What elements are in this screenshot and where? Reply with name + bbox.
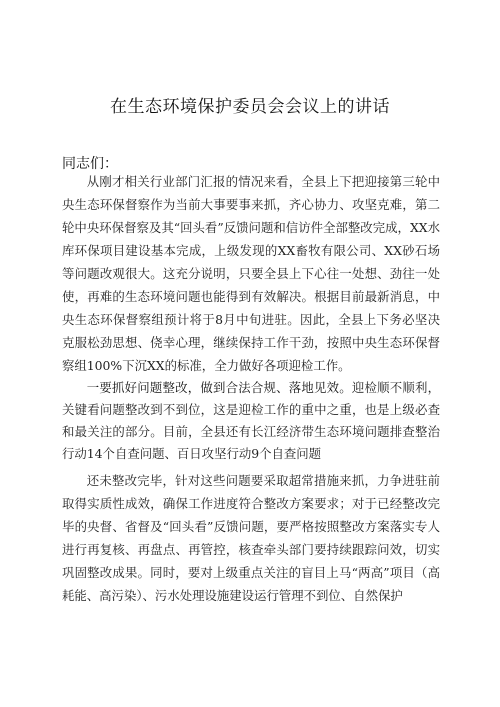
salutation: 同志们：	[62, 156, 118, 172]
paragraph-1-text: 从刚才相关行业部门汇报的情况来看，全县上下把迎接第三轮中央生态环保督察作为当前大事要事来抓，齐心协力、攻坚克难，第二轮中央环保督察及其“回头看”反馈问题和信访件全部整改完成，XX水库环保项目建设基本完成，上级发现的XX畜牧有限公司、XX砂石场等问题改观很大。这充分说明，只要全县上下心往一处想、劲往一处使，再难的生态环境问题也能得到有效解决。根据目前最新消息，中央生态环保督察组预计将于8月中旬进驻。因此，全县上下务必坚决克服松劲思想、侥幸心理，继续保持工作干劲，按照中央生态环保督察组100%下沉XX的标准，全力做好各项迎检工作。	[62, 174, 440, 373]
document-body	[62, 170, 440, 607]
paragraph-2	[62, 377, 440, 465]
section-heading-1: 一要抓好问题整改，做到合法合规、落地见效。	[86, 380, 352, 395]
document-title: 在生态环境保护委员会会议上的讲话	[110, 97, 390, 117]
paragraph-3-text: 还未整改完毕，针对这些问题要采取超常措施来抓，力争进驻前取得实质性成效，确保工作进度符合整改方案要求；对于已经整改完毕的央督、省督及“回头看”反馈问题，要严格按照整改方案落实专人进行再复核、再盘点、再管控，核查牵头部门要持续跟踪问效，切实巩固整改成果。同时，要对上级重点关注的盲目上马“两高”项目（高耗能、高污染）、污水处理设施建设运行管理不到位、自然保护	[62, 473, 440, 603]
paragraph-1	[62, 170, 440, 377]
paragraph-2-text: 迎检顺不顺利，关键看问题整改到不到位，这是迎检工作的重中之重，也是上级必查和最关注的部分。目前，全县还有长江经济带生态环境问题排查整治行动14个自查问题、百日攻坚行动9个自查问题	[62, 380, 441, 461]
paragraph-3	[62, 469, 440, 607]
